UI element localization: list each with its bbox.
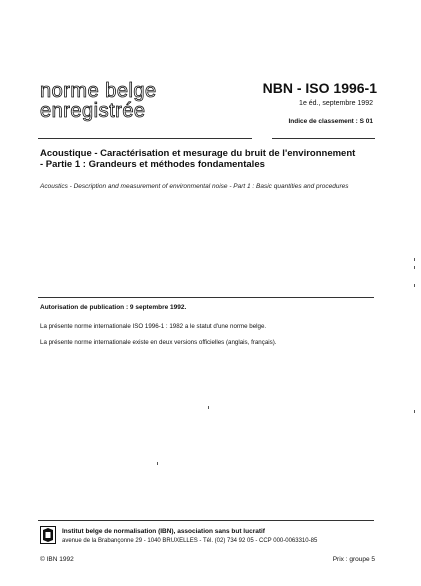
copyright-notice: © IBN 1992 xyxy=(40,556,74,563)
top-rule-left xyxy=(38,138,252,139)
scan-speck xyxy=(414,266,415,269)
french-title: Acoustique - Caractérisation et mesurage du bruit de l'environnement - Partie 1 : Grandeurs et méthodes fondamentales xyxy=(40,148,356,170)
english-title: Acoustics - Description and measurement of environmental noise - Part 1 : Basic quantities and procedures xyxy=(40,183,349,190)
scan-speck xyxy=(414,284,415,287)
institute-address: avenue de la Brabançonne 29 - 1040 BRUXELLES - Tél. (02) 734 92 05 - CCP 000-0063310-85 xyxy=(62,538,318,544)
bottom-rule xyxy=(38,520,374,521)
classification-index: Indice de classement : S 01 xyxy=(288,118,373,125)
status-paragraph: La présente norme internationale ISO 1996-1 : 1982 a le statut d'une norme belge. xyxy=(40,323,267,330)
document-type-line1: norme belge xyxy=(40,80,157,102)
institute-name: Institut belge de normalisation (IBN), association sans but lucratif xyxy=(62,528,265,535)
top-rule-right xyxy=(272,138,375,139)
price-group: Prix : groupe 5 xyxy=(332,556,375,563)
scan-speck xyxy=(414,258,415,261)
scan-speck xyxy=(414,410,415,413)
ibn-logo-icon xyxy=(40,526,56,544)
publication-authorization: Autorisation de publication : 9 septembre 1992. xyxy=(40,304,187,311)
versions-paragraph: La présente norme internationale existe en deux versions officielles (anglais, français). xyxy=(40,339,277,346)
standard-code: NBN - ISO 1996-1 xyxy=(262,80,377,96)
scan-speck xyxy=(157,462,158,465)
scan-speck xyxy=(208,406,209,409)
document-type-line2: enregistrée xyxy=(40,100,146,122)
edition-date: 1e éd., septembre 1992 xyxy=(299,100,373,107)
middle-rule xyxy=(38,297,374,298)
